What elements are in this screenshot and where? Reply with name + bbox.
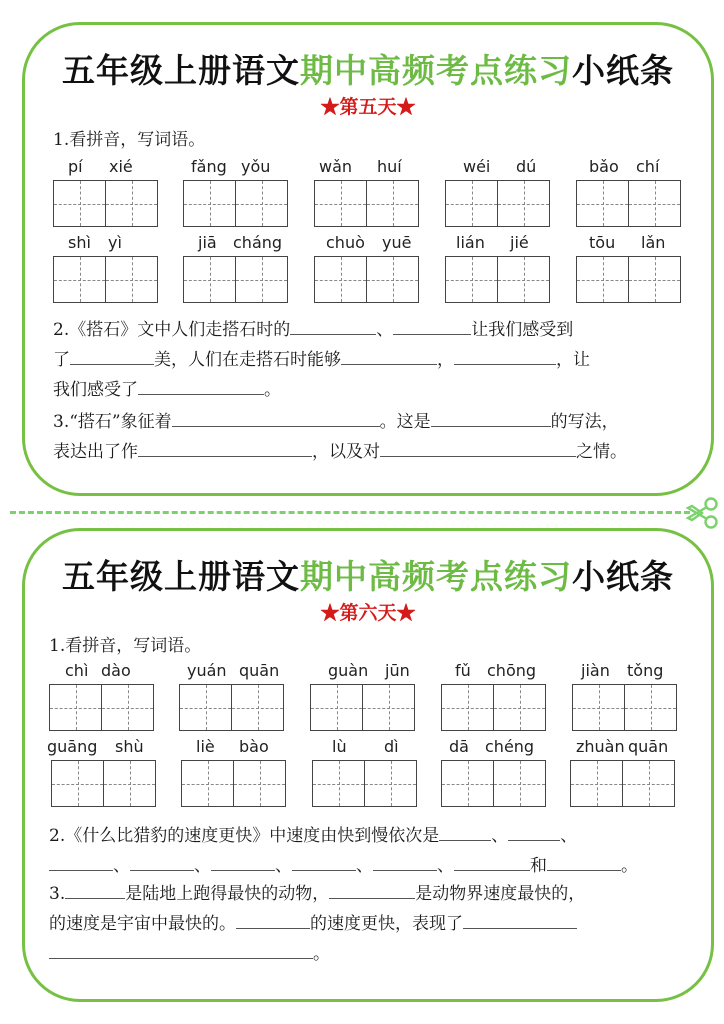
answer-blank[interactable]	[341, 347, 437, 365]
question-2-line-1: 2.《什么比猎豹的速度更快》中速度由快到慢依次是 、 、	[49, 823, 577, 847]
writing-grid[interactable]	[570, 760, 675, 807]
answer-blank[interactable]	[463, 911, 577, 929]
answer-blank[interactable]	[130, 853, 194, 871]
answer-blank[interactable]	[138, 439, 312, 457]
question-3-line-1: 3.“搭石”象征着 。这是 的写法，	[53, 409, 619, 433]
answer-blank[interactable]	[236, 911, 310, 929]
question-3-line-3: 。	[49, 941, 330, 965]
card-title: 五年级上册语文期中高频考点练习小纸条	[62, 557, 674, 596]
scissors-icon	[684, 496, 720, 530]
answer-blank[interactable]	[329, 881, 415, 899]
writing-grid[interactable]	[183, 180, 288, 227]
card-title: 五年级上册语文期中高频考点练习小纸条	[62, 51, 674, 90]
answer-blank[interactable]	[49, 941, 313, 959]
answer-blank[interactable]	[508, 823, 560, 841]
day-label: ★第五天★	[320, 96, 416, 118]
writing-grid[interactable]	[572, 684, 677, 731]
question-2-line-2: 了 美，人们在走搭石时能够 ， ，让	[53, 347, 590, 371]
answer-blank[interactable]	[439, 823, 491, 841]
question-2-line-1: 2.《搭石》文中人们走搭石时的 、 让我们感受到	[53, 317, 573, 341]
answer-blank[interactable]	[547, 853, 621, 871]
writing-grid[interactable]	[49, 684, 154, 731]
writing-grid[interactable]	[183, 256, 288, 303]
writing-grid[interactable]	[310, 684, 415, 731]
answer-blank[interactable]	[292, 853, 356, 871]
answer-blank[interactable]	[172, 409, 380, 427]
answer-blank[interactable]	[65, 881, 125, 899]
question-3-line-2: 的速度是宇宙中最快的。 的速度更快，表现了	[49, 911, 577, 935]
writing-grid[interactable]	[179, 684, 284, 731]
writing-grid[interactable]	[181, 760, 286, 807]
question-3-line-1: 3. 是陆地上跑得最快的动物， 是动物界速度最快的，	[49, 881, 585, 905]
answer-blank[interactable]	[49, 853, 113, 871]
answer-blank[interactable]	[454, 853, 530, 871]
writing-grid[interactable]	[314, 256, 419, 303]
writing-grid[interactable]	[576, 180, 681, 227]
writing-grid[interactable]	[445, 256, 550, 303]
answer-blank[interactable]	[290, 317, 376, 335]
question-2-line-3: 我们感受了 。	[53, 377, 281, 401]
writing-grid[interactable]	[51, 760, 156, 807]
writing-grid[interactable]	[576, 256, 681, 303]
writing-grid[interactable]	[314, 180, 419, 227]
question-2-line-2: 、 、 、 、 、 和 。	[49, 853, 638, 877]
answer-blank[interactable]	[380, 439, 576, 457]
day-label: ★第六天★	[320, 602, 416, 624]
answer-blank[interactable]	[373, 853, 437, 871]
answer-blank[interactable]	[70, 347, 154, 365]
answer-blank[interactable]	[454, 347, 556, 365]
answer-blank[interactable]	[431, 409, 551, 427]
answer-blank[interactable]	[138, 377, 264, 395]
question-1-heading: 1.看拼音，写词语。	[53, 130, 206, 150]
writing-grid[interactable]	[445, 180, 550, 227]
answer-blank[interactable]	[393, 317, 471, 335]
question-3-line-2: 表达出了作 ，以及对 之情。	[53, 439, 627, 463]
worksheet-card-day6: 五年级上册语文期中高频考点练习小纸条 ★第六天★ 1.看拼音，写词语。 chì dào yuán quān guàn jūn fǔ chōng jiàn tǒng guāng shù liè bào lù dì dā chéng zhuàn quān 2.《什么比猎豹的速度更快》中速度由快到慢依次是 、 、 、 、 、 、 、 和 。 3. 是陆地上跑得最快的动物， 是动物界速度最快的， 的速度是宇宙中最快的。 的速度更快，表现了 。	[22, 528, 714, 1002]
cut-line	[10, 511, 690, 514]
writing-grid[interactable]	[53, 180, 158, 227]
answer-blank[interactable]	[211, 853, 275, 871]
question-1-heading: 1.看拼音，写词语。	[49, 636, 202, 656]
writing-grid[interactable]	[441, 684, 546, 731]
writing-grid[interactable]	[53, 256, 158, 303]
writing-grid[interactable]	[441, 760, 546, 807]
writing-grid[interactable]	[312, 760, 417, 807]
worksheet-card-day5: 五年级上册语文期中高频考点练习小纸条 ★第五天★ 1.看拼音，写词语。 pí xié fǎng yǒu wǎn huí wéi dú bǎo chí shì yì jiā cháng chuò yuē lián jié tōu lǎn 2.《搭石》文中人们走搭石时的 、 让我们感受到 了 美，人们在走搭石时能够 ， ，让 我们感受了 。 3.“搭石”象征着 。这是 的写法， 表达出了作 ，以及对 之情。	[22, 22, 714, 496]
